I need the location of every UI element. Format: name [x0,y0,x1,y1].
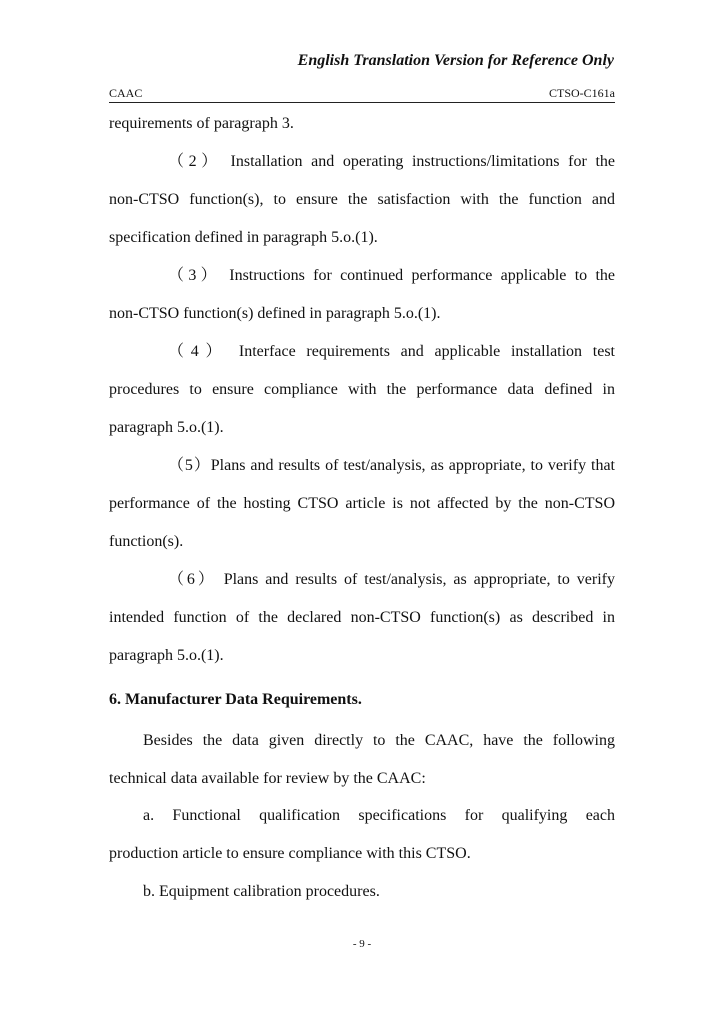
translation-notice: English Translation Version for Reference Only [297,52,614,69]
running-header [109,86,615,103]
item-2-line-3: specification defined in paragraph 5.o.(1). [109,229,378,246]
header-organization: CAAC [109,86,143,100]
item-6-line-3: paragraph 5.o.(1). [109,647,224,664]
item-5-line-1: （5）Plans and results of test/analysis, as appropriate, to verify that [168,457,615,474]
item-4-line-1: （4） Interface requirements and applicable installation test [168,343,615,360]
item-b-line: b. Equipment calibration procedures. [143,883,380,900]
item-6-line-1: （6） Plans and results of test/analysis, as appropriate, to verify [168,571,615,588]
item-3-line-2: non-CTSO function(s) defined in paragraph 5.o.(1). [109,305,441,322]
item-6-line-2: intended function of the declared non-CTSO function(s) as described in [109,609,615,626]
item-5-line-3: function(s). [109,533,184,550]
item-3-line-1: （3） Instructions for continued performance applicable to the [168,267,615,284]
item-2-line-1: （2） Installation and operating instructions/limitations for the [168,153,615,170]
item-2-line-2: non-CTSO function(s), to ensure the satisfaction with the function and [109,191,615,208]
item-4-line-2: procedures to ensure compliance with the performance data defined in [109,381,615,398]
section-intro-line-2: technical data available for review by the CAAC: [109,770,426,787]
section-heading: 6. Manufacturer Data Requirements. [109,691,362,708]
section-intro-line-1: Besides the data given directly to the CAAC, have the following [143,732,615,749]
item-4-line-3: paragraph 5.o.(1). [109,419,224,436]
page-number: - 9 - [352,938,372,950]
item-a-line-2: production article to ensure compliance with this CTSO. [109,845,471,862]
item-a-line-1: a. Functional qualification specifications for qualifying each [143,807,615,824]
continuation-line: requirements of paragraph 3. [109,115,294,132]
header-document-id: CTSO-C161a [549,86,615,100]
item-5-line-2: performance of the hosting CTSO article is not affected by the non-CTSO [109,495,615,512]
